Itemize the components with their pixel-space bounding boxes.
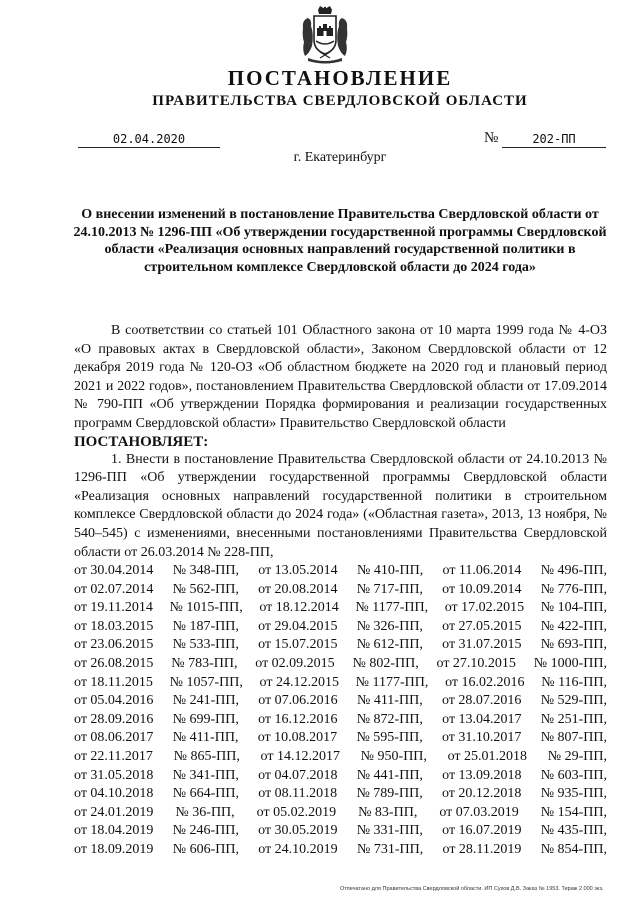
amendment-date: от 11.06.2014 [442, 563, 522, 578]
amendment-row [74, 581, 607, 600]
amendment-row [74, 729, 607, 748]
amendment-number: № 422-ПП, [540, 618, 607, 634]
amendment-number: № 1177-ПП, [355, 600, 429, 616]
amendment-number: № 1000-ПП, [533, 655, 607, 671]
amendment-number: № 865-ПП, [173, 748, 240, 764]
coat-of-arms-emblem [300, 6, 350, 66]
amendment-date: от 07.06.2016 [258, 693, 338, 709]
amendment-date: от 28.07.2016 [441, 693, 522, 709]
amendment-date: от 14.12.2017 [260, 748, 340, 764]
amendment-date: от 26.08.2015 [74, 655, 154, 671]
amendment-number: № 154-ПП, [540, 804, 607, 820]
amendment-number: № 783-ПП, [171, 655, 238, 671]
amendment-row [74, 655, 607, 674]
amendment-row [74, 804, 607, 823]
amendment-date: от 27.05.2015 [442, 618, 522, 634]
amendment-number: № 1015-ПП, [169, 600, 243, 616]
amendment-date: от 10.09.2014 [442, 581, 522, 597]
amendment-date: от 17.02.2015 [444, 600, 525, 616]
amendment-row [74, 692, 607, 711]
amendment-number: № 496-ПП, [540, 563, 607, 578]
amendment-date: от 20.08.2014 [258, 581, 338, 597]
print-footer: Отпечатано для Правительства Свердловской области. ИП Сухов Д.В. Заказ № 1953. Тираж 2 000 экз. [340, 886, 604, 892]
amendment-row [74, 599, 607, 618]
amendment-number: № 83-ПП, [358, 804, 418, 820]
amendment-number: № 1057-ПП, [169, 674, 243, 690]
amendment-number: № 603-ПП, [540, 767, 607, 783]
amendment-date: от 05.02.2019 [256, 804, 337, 820]
amendment-date: от 19.11.2014 [74, 600, 153, 616]
number-sign: № [484, 130, 499, 146]
amendment-number: № 935-ПП, [540, 786, 607, 802]
amendment-number: № 1177-ПП, [355, 674, 429, 690]
amendment-number: № 241-ПП, [172, 693, 239, 709]
amendment-date: от 20.12.2018 [441, 786, 522, 802]
amendment-number: № 410-ПП, [356, 563, 424, 578]
amendment-date: от 30.05.2019 [258, 823, 338, 839]
amendment-date: от 31.10.2017 [441, 730, 522, 746]
amendment-date: от 27.10.2015 [436, 655, 516, 671]
amendment-row [74, 562, 607, 581]
amendment-number: № 411-ПП, [172, 730, 239, 746]
amendment-date: от 29.04.2015 [258, 618, 338, 634]
amendment-date: от 13.09.2018 [442, 767, 522, 783]
amendment-number: № 807-ПП, [540, 730, 607, 746]
amendment-date: от 24.12.2015 [259, 674, 339, 690]
decree-heading: ПОСТАНОВЛЯЕТ: [74, 433, 209, 450]
amendment-date: от 30.04.2014 [74, 563, 154, 578]
amendment-date: от 31.05.2018 [74, 767, 154, 783]
amendment-number: № 441-ПП, [356, 767, 423, 783]
amendment-row [74, 841, 607, 860]
amendment-number: № 950-ПП, [360, 748, 427, 764]
issuing-authority: ПРАВИТЕЛЬСТВА СВЕРДЛОВСКОЙ ОБЛАСТИ [152, 93, 528, 109]
amendment-date: от 08.11.2018 [258, 786, 338, 802]
amendment-number: № 595-ПП, [356, 730, 423, 746]
amendment-number: № 693-ПП, [540, 637, 607, 653]
amendment-number: № 699-ПП, [172, 711, 239, 727]
amendment-number: № 411-ПП, [356, 693, 423, 709]
amendment-date: от 24.10.2019 [258, 841, 338, 857]
amendment-date: от 28.09.2016 [74, 711, 154, 727]
amendment-number: № 341-ПП, [172, 767, 239, 783]
amendment-date: от 10.08.2017 [257, 730, 338, 746]
amendment-number: № 187-ПП, [172, 618, 239, 634]
amendment-date: от 02.09.2015 [255, 655, 335, 671]
amendment-date: от 25.01.2018 [447, 748, 528, 764]
document-subject: О внесении изменений в постановление Правительства Свердловской области от 24.10.2013 № 1296-ПП «Об утверждении государственной программы Свердловской области «Реализация основных направлений государственной политики в строительном комплексе Свердловской области до 2024 года» [73, 207, 607, 275]
amendment-row [74, 711, 607, 730]
amendment-number: № 802-ПП, [352, 655, 419, 671]
amendment-date: от 23.06.2015 [74, 637, 154, 653]
item-1-paragraph: 1. Внести в постановление Правительства Свердловской области от 24.10.2013 № 1296-ПП «Об утверждении государственной программы Свердловской области «Реализация основных направлений государственной политики в строительном комплексе Свердловской области до 2024 года» («Областная газета», 2013, 13 ноября, № 540–545) с изменениями, внесенными постановлениями Правительства Свердловской области от 26.03.2014 № 228-ПП, [74, 451, 607, 560]
amendment-date: от 02.07.2014 [74, 581, 154, 597]
amendment-date: от 07.03.2019 [439, 804, 519, 820]
amendment-row [74, 767, 607, 786]
amendment-number: № 664-ПП, [172, 786, 239, 802]
amendment-number: № 854-ПП, [540, 841, 607, 857]
amendment-number: № 717-ПП, [356, 581, 423, 597]
amendment-number: № 533-ПП, [172, 637, 239, 653]
amendment-number: № 789-ПП, [356, 786, 423, 802]
amendment-row [74, 618, 607, 637]
amendment-date: от 04.10.2018 [74, 786, 154, 802]
amendment-number: № 29-ПП, [547, 748, 607, 764]
amendment-date: от 24.01.2019 [74, 804, 154, 820]
amendment-date: от 16.12.2016 [258, 711, 338, 727]
amendment-date: от 05.04.2016 [74, 693, 154, 709]
city-label: г. Екатеринбург [293, 150, 387, 165]
amendment-number: № 612-ПП, [356, 637, 423, 653]
amendment-number: № 435-ПП, [540, 823, 607, 839]
amendment-date: от 04.07.2018 [258, 767, 338, 783]
amendment-row [74, 822, 607, 841]
document-type-title: ПОСТАНОВЛЕНИЕ [227, 66, 453, 90]
amendment-number: № 36-ПП, [175, 804, 235, 820]
document-date: 02.04.2020 [78, 131, 220, 148]
amendment-number: № 331-ПП, [356, 823, 423, 839]
amendment-date: от 08.06.2017 [74, 730, 154, 746]
amendment-number: № 251-ПП, [540, 711, 607, 727]
amendment-number: № 326-ПП, [356, 618, 423, 634]
amendment-date: от 18.04.2019 [74, 823, 154, 839]
amendment-row [74, 636, 607, 655]
amendment-date: от 31.07.2015 [442, 637, 522, 653]
amendment-number: № 606-ПП, [172, 841, 239, 857]
amendment-number: № 246-ПП, [172, 823, 239, 839]
amendment-date: от 16.02.2016 [445, 674, 525, 690]
amendment-date: от 18.03.2015 [74, 618, 154, 634]
amendment-date: от 18.11.2015 [74, 674, 153, 690]
document-body [74, 322, 607, 562]
amendment-number: № 731-ПП, [356, 841, 424, 857]
amendment-number: № 529-ПП, [540, 693, 607, 709]
amendment-number: № 562-ПП, [172, 581, 239, 597]
amendment-row [74, 748, 607, 767]
amendment-row [74, 674, 607, 693]
amendment-date: от 28.11.2019 [442, 841, 522, 857]
amendment-date: от 13.05.2014 [258, 563, 338, 578]
amendment-date: от 13.04.2017 [442, 711, 522, 727]
amendment-number: № 116-ПП, [541, 674, 607, 690]
amendment-number: № 104-ПП, [540, 600, 607, 616]
amendment-number: № 348-ПП, [172, 563, 239, 578]
amendment-date: от 18.09.2019 [74, 841, 154, 857]
amendment-date: от 18.12.2014 [259, 600, 339, 616]
amendment-list [74, 562, 607, 860]
preamble-paragraph: В соответствии со статьей 101 Областного закона от 10 марта 1999 года № 4-ОЗ «О правовых актах в Свердловской области», Законом Свердловской области от 12 декабря 2019 года № 120-ОЗ «Об областном бюджете на 2020 год и плановый период 2021 и 2022 годов», постановлением Правительства Свердловской области от 17.09.2014 № 790-ПП «Об утверждении Порядка формирования и реализации государственных программ Свердловской области» Правительство Свердловской области [74, 323, 607, 431]
amendment-number: № 872-ПП, [356, 711, 423, 727]
amendment-date: от 22.11.2017 [74, 748, 153, 764]
amendment-number: № 776-ПП, [540, 581, 607, 597]
amendment-date: от 16.07.2019 [442, 823, 522, 839]
amendment-date: от 15.07.2015 [258, 637, 338, 653]
amendment-row [74, 785, 607, 804]
document-number: 202-ПП [502, 131, 606, 148]
